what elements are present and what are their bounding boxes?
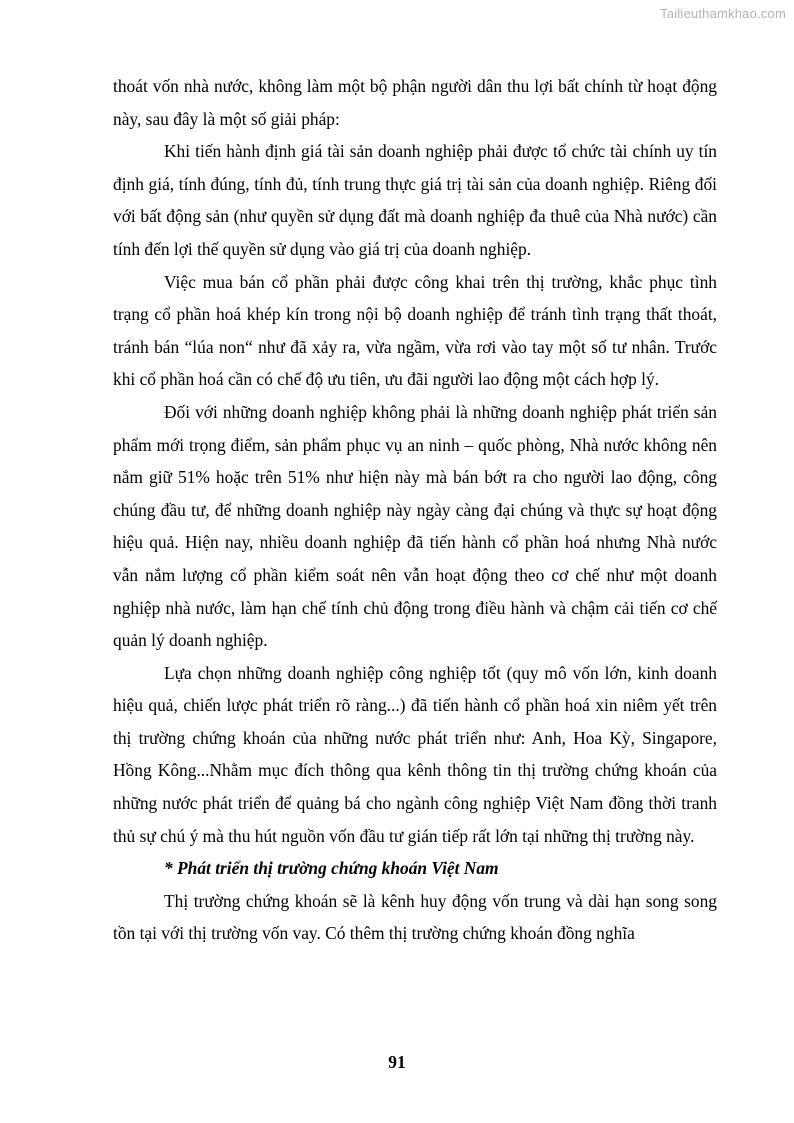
paragraph-share-trading: Việc mua bán cổ phần phải được công khai trên thị trường, khắc phục tình trạng cổ phần hoá khép kín trong nội bộ doanh nghiệp để tránh tình trạng thất thoát, tránh bán “lúa non“ như đã xảy ra, vừa ngầm, vừa rơi vào tay một số tư nhân. Trước khi cổ phần hoá cần có chế độ ưu tiên, ưu đãi người lao động một cách hợp lý. bbox=[113, 271, 717, 390]
site-watermark: Tailieuthamkhao.com bbox=[660, 6, 786, 21]
paragraph-foreign-listing: Lựa chọn những doanh nghiệp công nghiệp tốt (quy mô vốn lớn, kinh doanh hiệu quả, chiến lược phát triển rõ ràng...) đã tiến hành cổ phần hoá xin niêm yết trên thị trường chứng khoán của những nước phát triển như: Anh, Hoa Kỳ, Singapore, Hồng Kông...Nhằm mục đích thông qua kênh thông tin thị trường chứng khoán của những nước phát triển để quảng bá cho ngành công nghiệp Việt Nam đồng thời tranh thủ sự chú ý mà thu hút nguồn vốn đầu tư gián tiếp rất lớn tại những thị trường này. bbox=[113, 662, 717, 846]
paragraph-asset-valuation: Khi tiến hành định giá tài sản doanh nghiệp phải được tổ chức tài chính uy tín định giá, tính đúng, tính đủ, tính trung thực giá trị tài sản của doanh nghiệp. Riêng đối với bất động sản (như quyền sử dụng đất mà doanh nghiệp đa thuê của Nhà nước) cần tính đến lợi thế quyền sử dụng vào giá trị của doanh nghiệp. bbox=[113, 141, 717, 259]
page-number: 91 bbox=[388, 1052, 406, 1072]
document-body bbox=[113, 70, 717, 950]
paragraph-state-ownership: Đối với những doanh nghiệp không phải là những doanh nghiệp phát triển sản phẩm mới trọng điểm, sản phẩm phục vụ an ninh – quốc phòng, Nhà nước không nên nắm giữ 51% hoặc trên 51% như hiện này mà bán bớt ra cho người lao động, công chúng đầu tư, để những doanh nghiệp này ngày càng đại chúng và thực sự hoạt động hiệu quả. Hiện nay, nhiều doanh nghiệp đã tiến hành cổ phần hoá nhưng Nhà nước vẫn nắm lượng cổ phần kiểm soát nên vẫn hoạt động theo cơ chế như một doanh nghiệp nhà nước, làm hạn chế tính chủ động trong điều hành và chậm cải tiến cơ chế quản lý doanh nghiệp. bbox=[113, 401, 717, 651]
section-heading: * Phát triển thị trường chứng khoán Việt Nam bbox=[164, 858, 499, 879]
paragraph-continuation: thoát vốn nhà nước, không làm một bộ phận người dân thu lợi bất chính từ hoạt động này, sau đây là một số giải pháp: bbox=[113, 76, 717, 129]
paragraph-stock-market: Thị trường chứng khoán sẽ là kênh huy động vốn trung và dài hạn song song tồn tại với thị trường vốn vay. Có thêm thị trường chứng khoán đồng nghĩa bbox=[113, 890, 717, 944]
